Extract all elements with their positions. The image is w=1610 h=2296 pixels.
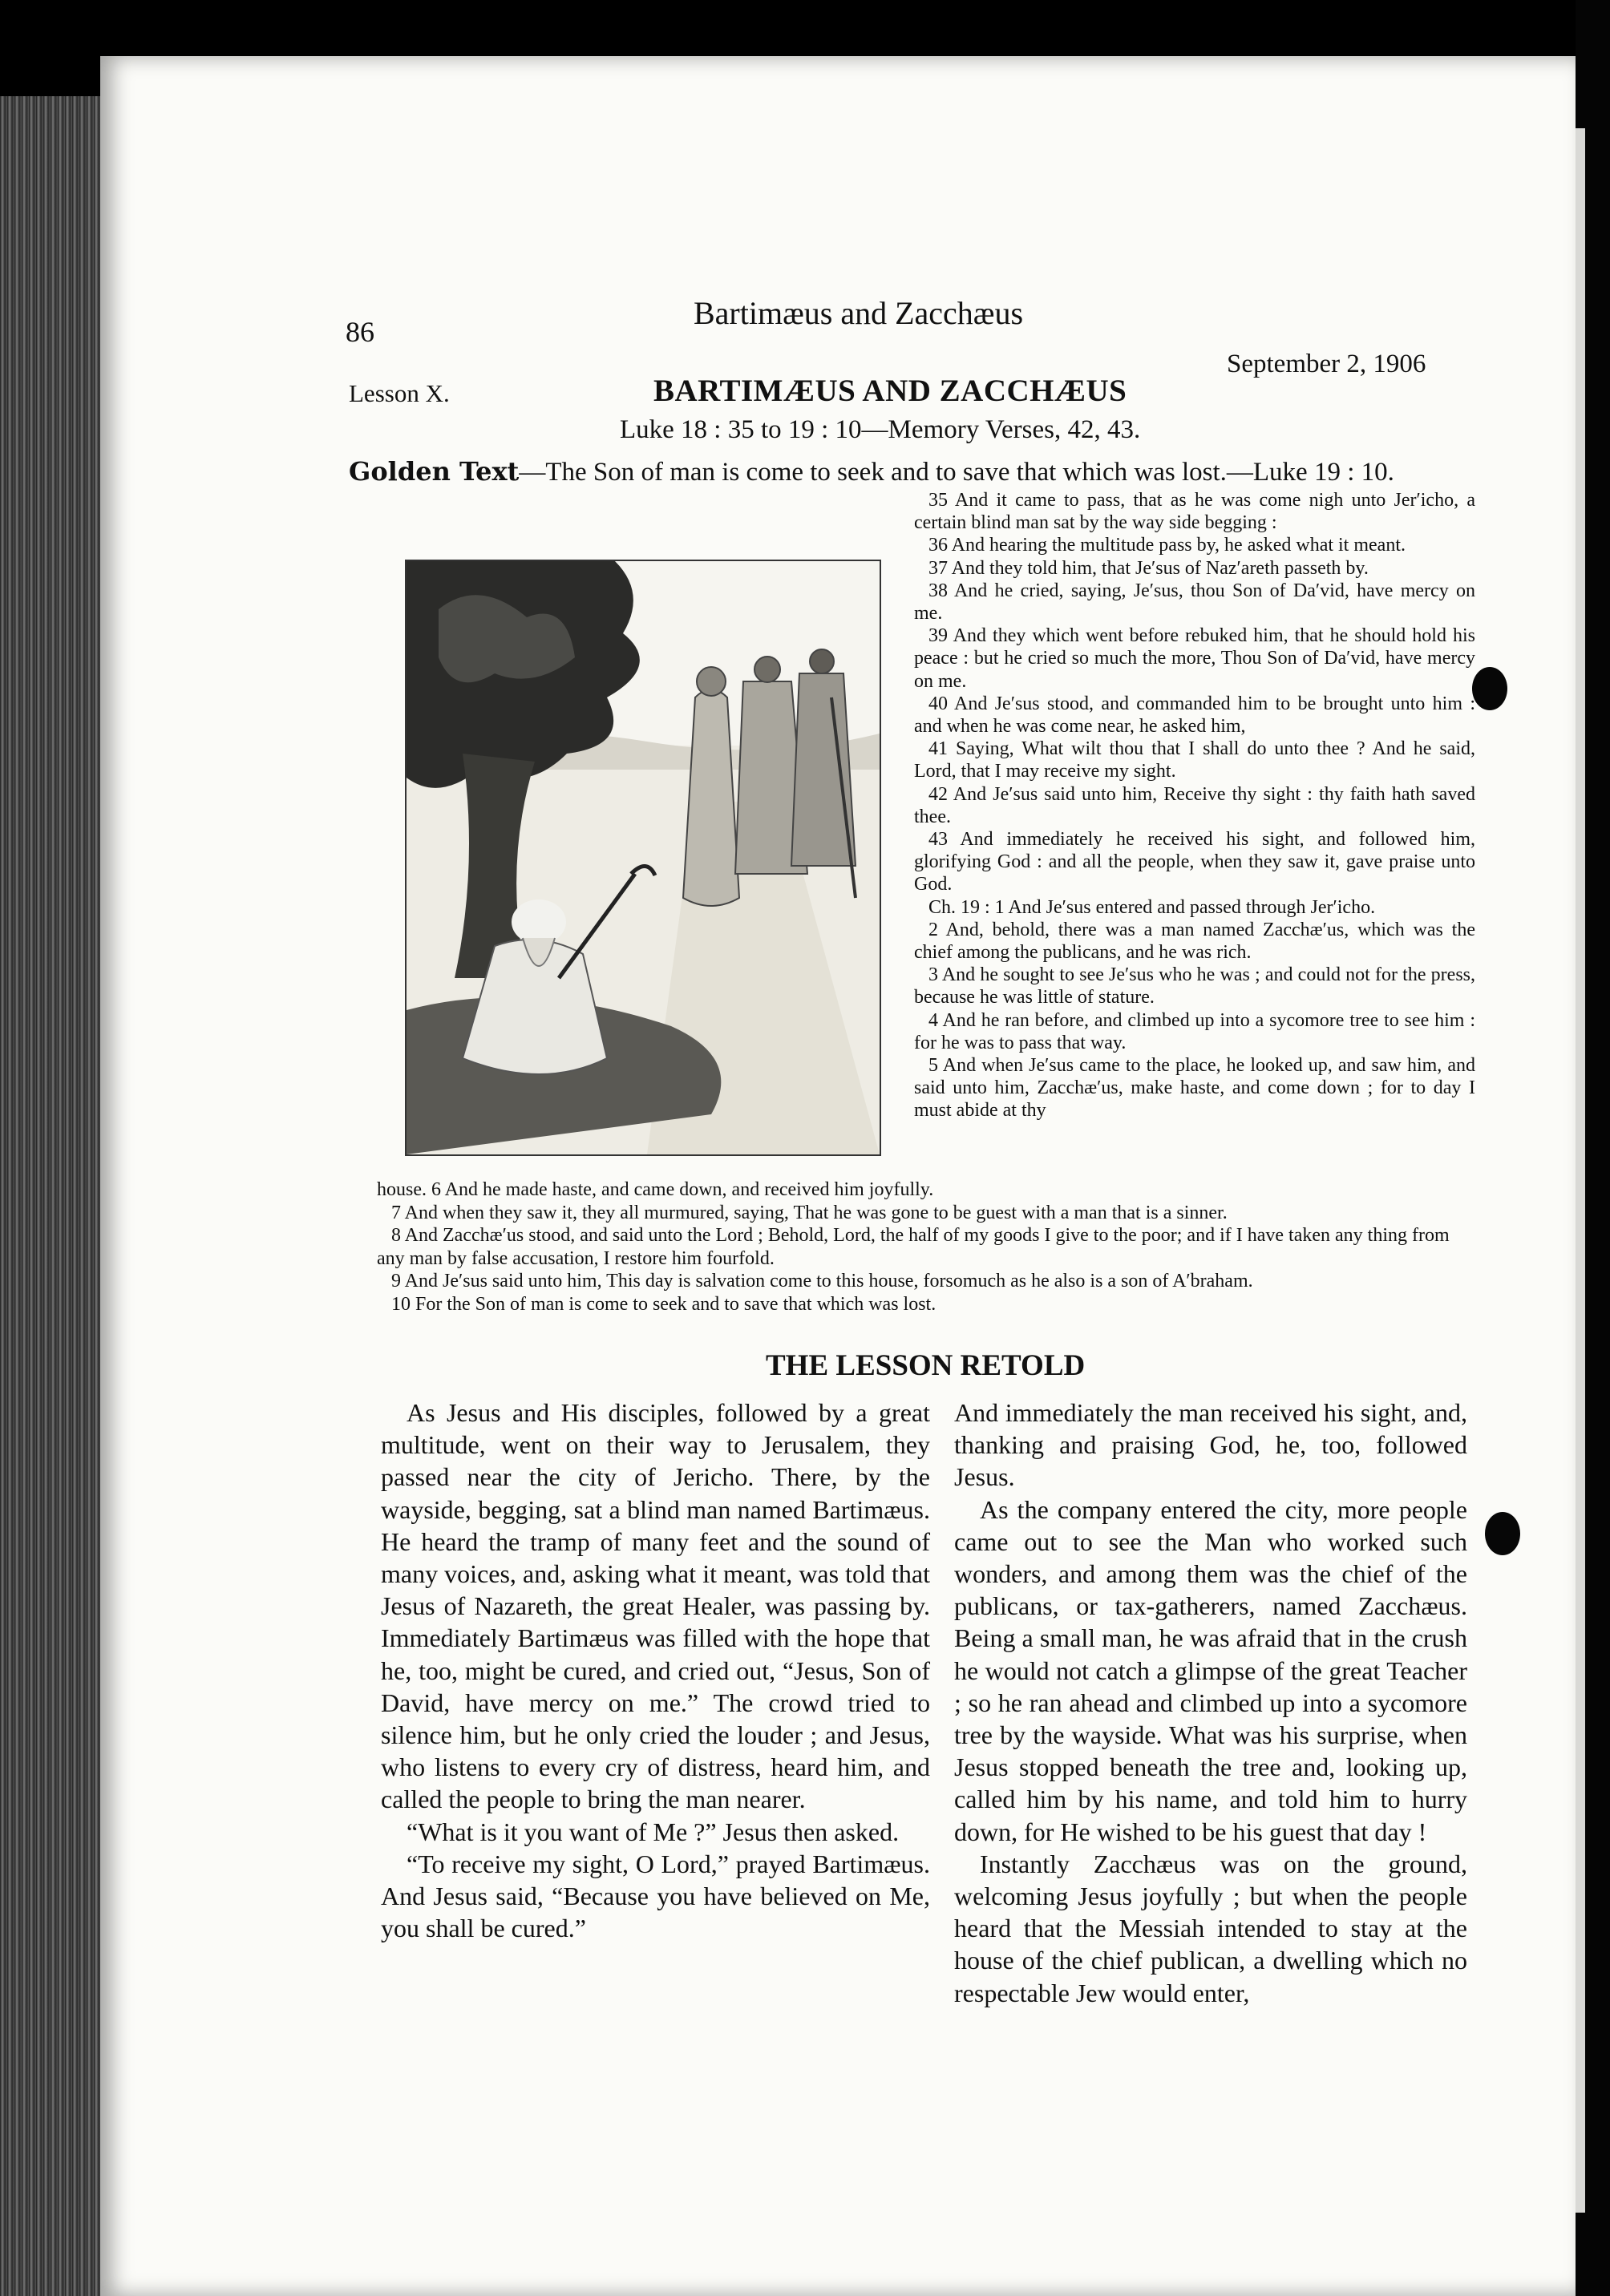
verse: 7 And when they saw it, they all murmured, saying, That he was gone to be guest with a man that is a sinner. — [391, 1202, 1228, 1223]
verse: 3 And he sought to see Je′sus who he was ; and could not for the press, because he was little of stature. — [914, 964, 1475, 1009]
running-head: Bartimæus and Zacchæus — [694, 295, 1024, 331]
scripture-verses-column — [914, 489, 1475, 1122]
verse: 10 For the Son of man is come to seek and to save that which was lost. — [391, 1293, 936, 1315]
verse: 5 And when Je′sus came to the place, he looked up, and saw him, and said unto him, Zacchæ′us, make haste, and come down ; for to day I must abide at thy — [914, 1055, 1475, 1122]
scripture-verses-wide — [377, 1178, 1475, 1316]
retold-paragraph: “To receive my sight, O Lord,” prayed Bartimæus. And Jesus said, “Because you have believed on Me, you shall be cured.” — [381, 1849, 930, 1943]
verse: 4 And he ran before, and climbed up into a sycomore tree to see him : for he was to pass that way. — [914, 1009, 1475, 1053]
book-page-edges — [0, 96, 100, 2296]
blind-man-illustration — [405, 560, 881, 1156]
lesson-retold-heading: THE LESSON RETOLD — [766, 1349, 1086, 1382]
verse: 39 And they which went before rebuked him, that he should hold his peace : but he cried so much the more, Thou Son of Da′vid, have mercy on me. — [914, 625, 1475, 692]
retold-paragraph: Instantly Zacchæus was on the ground, welcoming Jesus joyfully ; but when the people heard that the Messiah intended to stay at the house of the chief publican, a dwelling which no respectable Jew would enter, — [954, 1849, 1467, 2007]
retold-paragraph: As the company entered the city, more people came out to see the Man who worked such wonders, and among them was the chief of the publicans, or tax-gatherers, named Zacchæus. Being a small man, he was afraid that in the crush he would not catch a glimpse of the great Teacher ; so he ran ahead and climbed up into a sycomore tree by the wayside. What was his surprise, when Jesus stopped beneath the tree and, looking up, called him by his name, and told him to hurry down, for He wished to be his guest that day ! — [954, 1494, 1467, 1846]
verse: 41 Saying, What wilt thou that I shall do unto thee ? And he said, Lord, that I may receive my sight. — [914, 738, 1475, 782]
verse: 37 And they told him, that Je′sus of Naz′areth passeth by. — [928, 557, 1369, 579]
golden-text-label: Golden Text — [349, 456, 520, 487]
page-number: 86 — [346, 316, 374, 348]
lesson-number: Lesson X. — [349, 379, 450, 407]
verse: 35 And it came to pass, that as he was come nigh unto Jer′icho, a certain blind man sat by the way side begging : — [914, 490, 1475, 534]
retold-paragraph: “What is it you want of Me ?” Jesus then asked. — [407, 1817, 900, 1846]
next-page-sliver — [1576, 128, 1585, 2213]
lesson-title: BARTIMÆUS AND ZACCHÆUS — [653, 374, 1127, 408]
next-page-edge — [1576, 0, 1610, 2296]
verse: 38 And he cried, saying, Je′sus, thou Son of Da′vid, have mercy on me. — [914, 580, 1475, 625]
verse: 8 And Zacchæ′us stood, and said unto the Lord ; Behold, Lord, the half of my goods I give to the poor; and if I have taken any thing from any man by false accusation, I restore him fourfold. — [377, 1225, 1450, 1269]
verse: 43 And immediately he received his sight, and followed him, glorifying God : and all the people, when they saw it, gave praise unto God. — [914, 829, 1475, 895]
verse: house. 6 And he made haste, and came down, and received him joyfully. — [377, 1179, 934, 1200]
golden-text-body: —The Son of man is come to seek and to save that which was lost.—Luke 19 : 10. — [519, 458, 1394, 487]
lesson-date: September 2, 1906 — [1227, 350, 1426, 378]
retold-left-column — [381, 1397, 930, 1944]
verse: 42 And Je′sus said unto him, Receive thy sight : thy faith hath saved thee. — [914, 783, 1475, 827]
illustration-drawing — [407, 561, 880, 1154]
scripture-reference: Luke 18 : 35 to 19 : 10—Memory Verses, 42, 43. — [620, 415, 1141, 444]
retold-paragraph: As Jesus and His disciples, followed by a great multitude, went on their way to Jerusalem, they passed near the city of Jericho. There, by the wayside, begging, sat a blind man named Bartimæus. He heard the tramp of many feet and the sound of many voices, and, asking what it meant, was told that Jesus of Nazareth, the great Healer, was passing by. Immediately Bartimæus was filled with the hope that he, too, might be cured, and cried out, “Jesus, Son of David, have mercy on me.” The crowd tried to silence him, but he only cried the louder ; and Jesus, who listens to every cry of distress, heard him, and called the people to bring the man nearer. — [381, 1398, 930, 1814]
verse: 40 And Je′sus stood, and commanded him to be brought unto him : and when he was come near, he asked him, — [914, 693, 1475, 738]
punch-hole-lower — [1485, 1512, 1520, 1555]
punch-hole-upper — [1472, 667, 1507, 710]
verse: 2 And, behold, there was a man named Zacchæ′us, which was the chief among the publicans, and he was rich. — [914, 919, 1475, 964]
verse: Ch. 19 : 1 And Je′sus entered and passed through Jer′icho. — [928, 896, 1376, 918]
verse: 9 And Je′sus said unto him, This day is salvation come to this house, forsomuch as he also is a son of A′braham. — [391, 1271, 1253, 1292]
retold-right-column — [954, 1397, 1467, 2009]
retold-paragraph: And immediately the man received his sight, and, thanking and praising God, he, too, followed Jesus. — [954, 1398, 1467, 1492]
golden-text — [349, 455, 1455, 488]
verse: 36 And hearing the multitude pass by, he asked what it meant. — [928, 535, 1406, 556]
